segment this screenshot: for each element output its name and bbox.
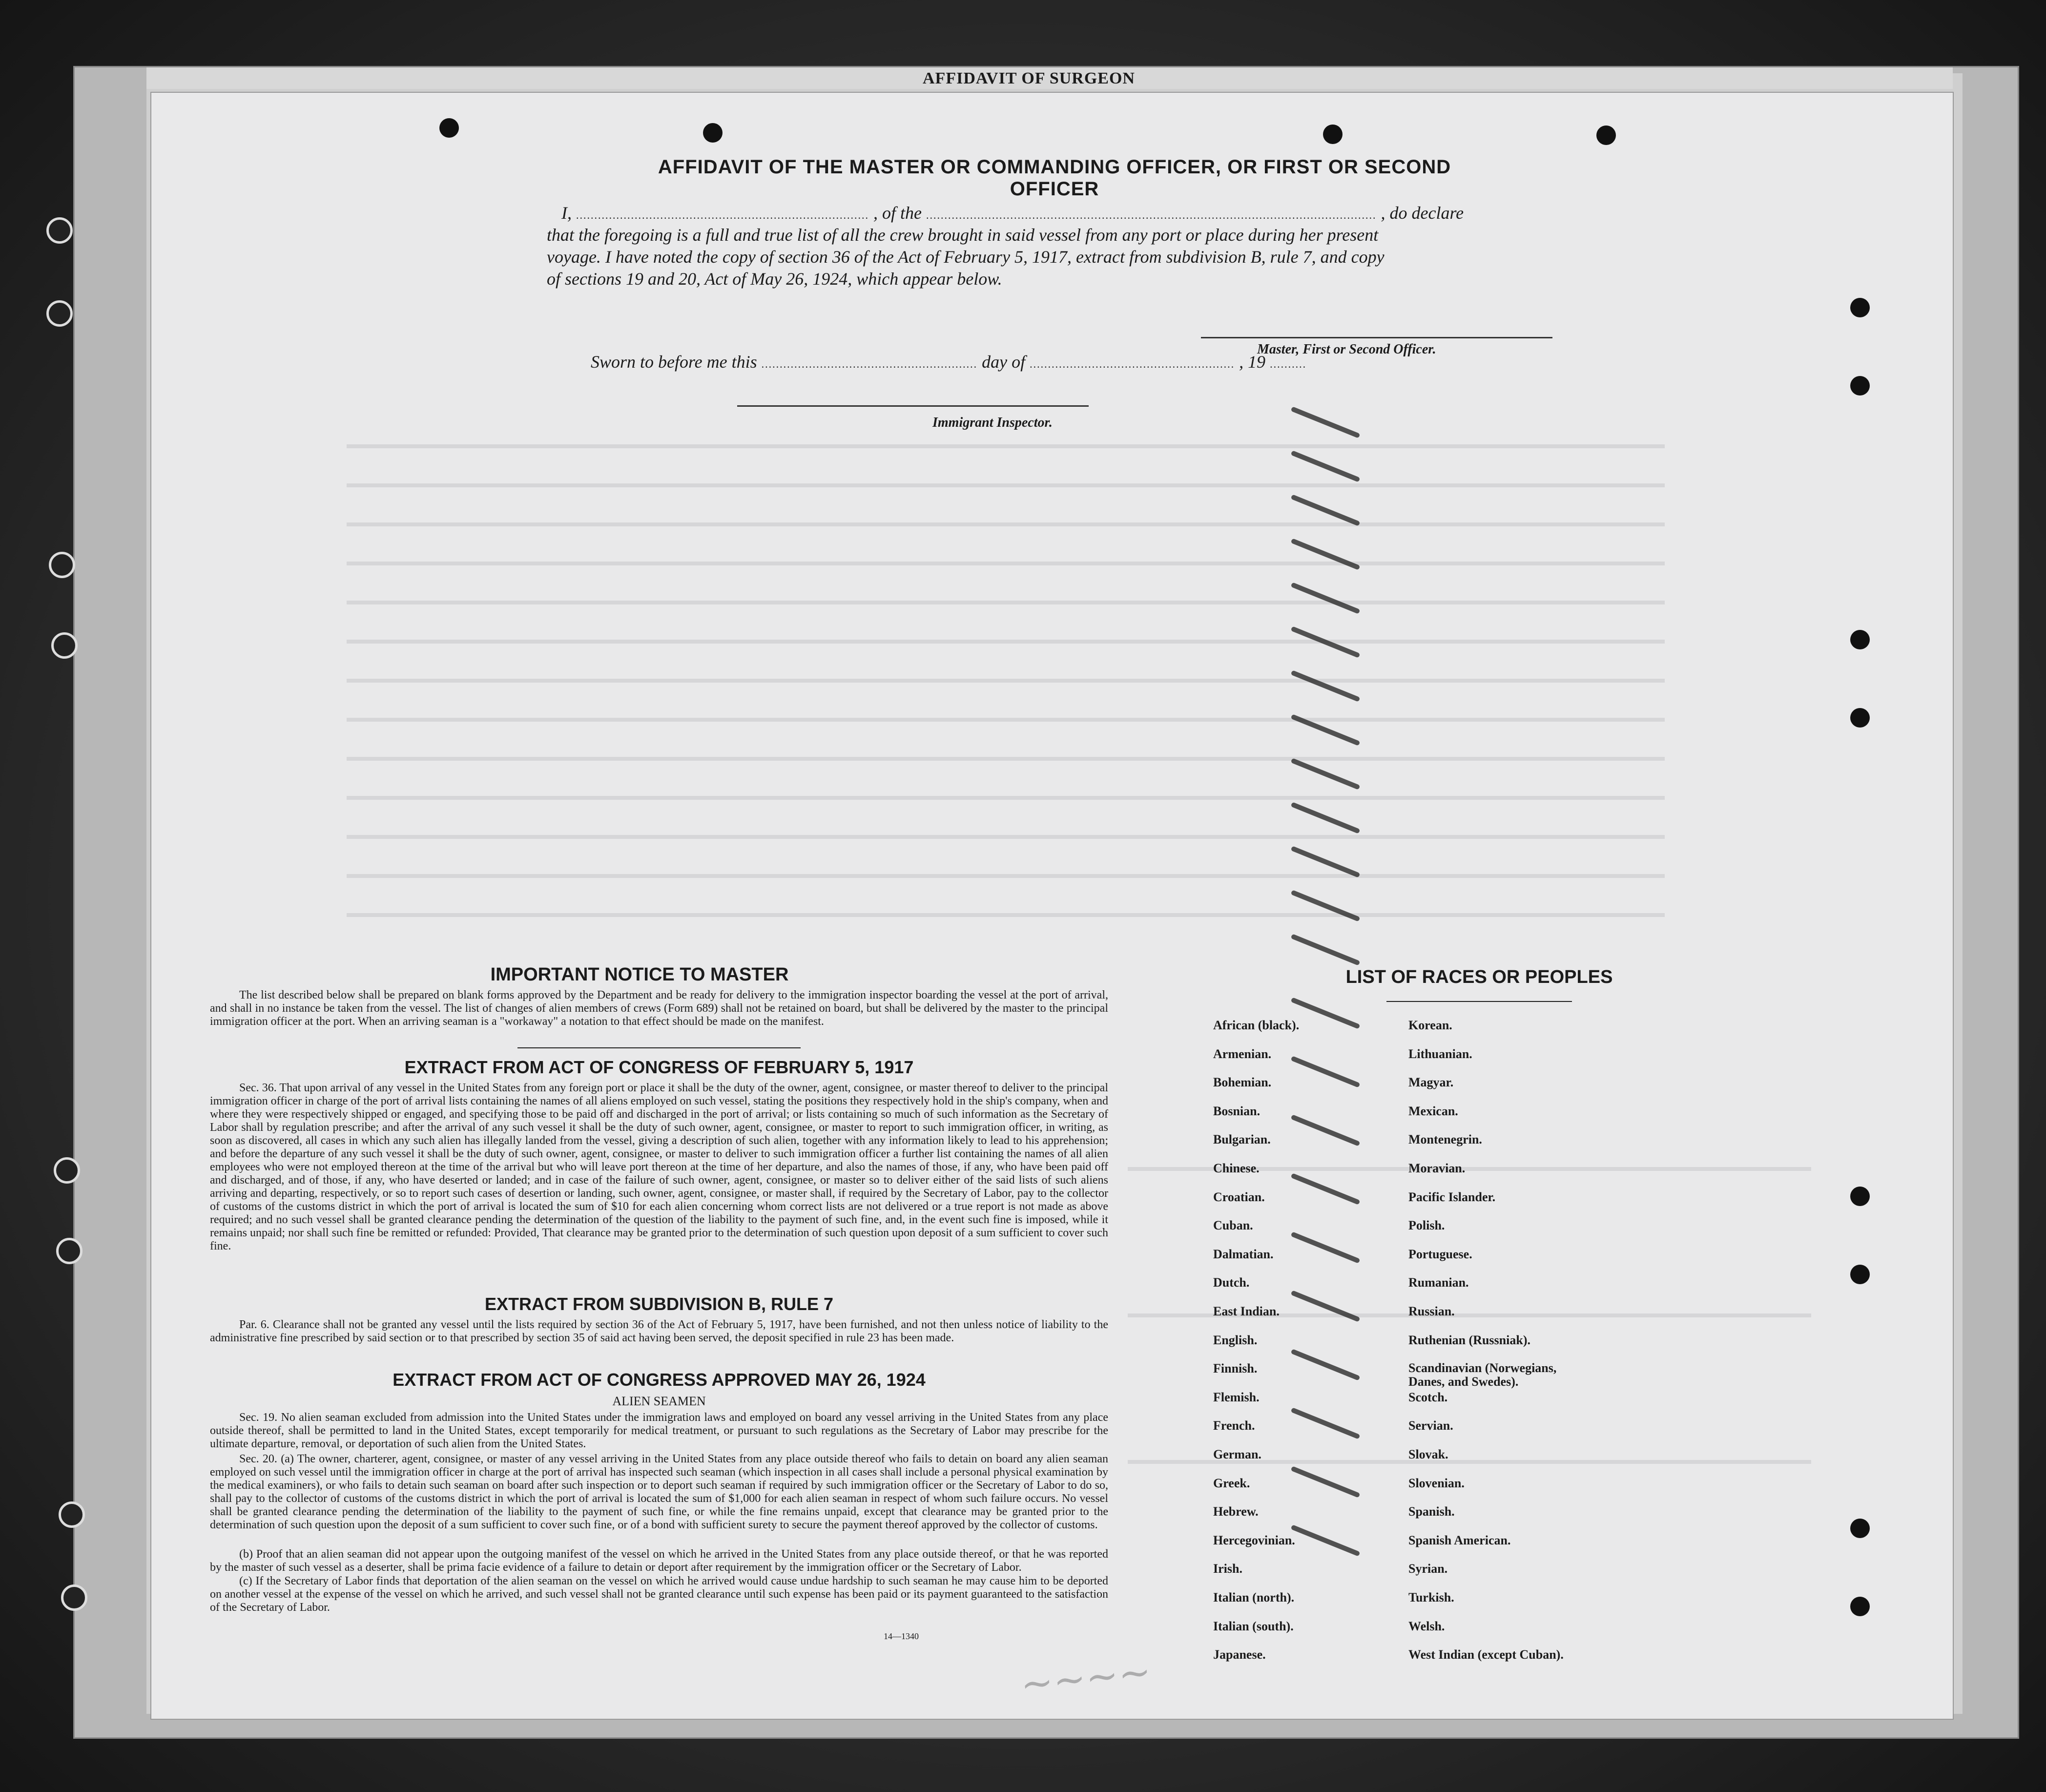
extract-1924-sec19: Sec. 19. No alien seaman excluded from admission into the United States under the immigration laws and employed on board any vessel arriving in the United States from any place outside thereof, shall be permitted to land in the United States, except temporarily for medical treatment, or pursuant to such regulations as the Secretary of Labor may prescribe for the ultimate departure, removal, or deportation of such alien from the United States. [210, 1411, 1108, 1450]
race-item: Scandinavian (Norwegians, Danes, and Swedes). [1408, 1361, 1557, 1389]
punch-hole-icon [439, 118, 459, 138]
race-item: Armenian. [1213, 1046, 1272, 1061]
notice-text: The list described below shall be prepared on blank forms approved by the Department and be ready for delivery to the immigration inspector boarding the vessel at the port of arrival, and shall in no instance be taken from the vessel. The list of changes of alien members of crews (Form 689) shall not be retained on board, but shall be delivered by the master to the principal immigration officer at the port. When an arriving seaman is a "workaway" a notation to that effect should be made on the manifest. [210, 989, 1108, 1028]
race-item: Magyar. [1408, 1075, 1454, 1090]
race-item: Mexican. [1408, 1104, 1458, 1118]
race-item: Ruthenian (Russniak). [1408, 1333, 1530, 1347]
race-item: Turkish. [1408, 1590, 1454, 1604]
race-item: Chinese. [1213, 1161, 1260, 1175]
declaration-of-the: , of the [873, 203, 922, 223]
race-item: Bosnian. [1213, 1104, 1261, 1118]
punch-hole-icon [1850, 708, 1870, 728]
extract-rule7-text: Par. 6. Clearance shall not be granted any vessel until the lists required by section 36 of the Act of February 5, 1917, have been furnished, and not then unless notice of liability to the administrative fine prescribed by said section or to that prescribed by section 35 of said act having been served, the deposit specified in rule 23 has been made. [210, 1318, 1108, 1344]
divider [517, 1047, 801, 1048]
handwritten-note: ~~~~ [1018, 1648, 1154, 1708]
race-item: Rumanian. [1408, 1275, 1469, 1290]
race-item: Cuban. [1213, 1218, 1253, 1233]
notice-title: IMPORTANT NOTICE TO MASTER [490, 964, 789, 985]
race-item: Flemish. [1213, 1390, 1260, 1404]
race-item: Scotch. [1408, 1390, 1448, 1404]
sworn-year-blank[interactable]: .......... [1270, 358, 1307, 370]
name-blank[interactable]: ................................................................................ [576, 209, 869, 221]
race-item: Bohemian. [1213, 1075, 1272, 1090]
race-item: Hercegovinian. [1213, 1533, 1295, 1547]
declaration-do-declare: , do declare [1381, 203, 1464, 223]
declaration-line-3: voyage. I have noted the copy of section 36 of the Act of February 5, 1917, extract from subdivision B, rule 7, and copy [547, 247, 1385, 267]
master-signature-line[interactable] [1201, 337, 1552, 338]
header-strip [146, 67, 1953, 89]
binder-ring-icon [56, 1238, 83, 1264]
extract-rule7-title: EXTRACT FROM SUBDIVISION B, RULE 7 [484, 1294, 834, 1314]
affidavit-title: AFFIDAVIT OF THE MASTER OR COMMANDING OFFICER, OR FIRST OR SECOND OFFICER [658, 156, 1451, 200]
declaration-line-2: that the foregoing is a full and true list of all the crew brought in said vessel from any port or place during her present [547, 225, 1379, 245]
race-item: Slovenian. [1408, 1476, 1465, 1490]
race-item: Moravian. [1408, 1161, 1466, 1175]
race-item: Korean. [1408, 1018, 1452, 1032]
race-item: Montenegrin. [1408, 1132, 1482, 1147]
race-item: Hebrew. [1213, 1504, 1259, 1519]
punch-hole-icon [1850, 298, 1870, 317]
extract-1917-text: Sec. 36. That upon arrival of any vessel in the United States from any foreign port or place it shall be the duty of the owner, agent, consignee, or master thereof to deliver to the principal immigration officer in charge of the port of arrival lists containing the names of all aliens employed on such vessel, stating the positions they respectively hold in the ship's company, when and where they were respectively shipped or engaged, and specifying those to be paid off and discharged in the port of arrival; or lists containing so much of such information as the Secretary of Labor shall by regulation prescribe; and after the arrival of any such vessel it shall be the duty of such owner, agent, consignee, or master to report to such immigration officer, in writing, as soon as discovered, all cases in which any such alien has illegally landed from the vessel, giving a description of such alien, together with any information likely to lead to his apprehension; and before the departure of any such vessel it shall be the duty of such owner, agent, consignee, or master to deliver to such immigration officer a further list containing the names of all alien employees who were not employed thereon at the time of the arrival but who will leave port thereon at the time of her departure, and also the names of those, if any, who have been paid off and discharged, and of those, if any, who have deserted or landed; and in case of the failure of such owner, agent, consignee, or master so to deliver either of the said lists of such aliens arriving and departing, respectively, or so to report such cases of desertion or landing, such owner, agent, consignee, or master shall, if required by the Secretary of Labor, pay to the collector of customs of the customs district in which the port of arrival is located the sum of $10 for each alien concerning whom correct lists are not delivered or a true report is not made as above required; and no such vessel shall be granted clearance pending the determination of the question of the liability to the payment of such fine, and, in the event such fine is imposed, while it remains unpaid; nor shall such fine be remitted or refunded: Provided, That clearance may be granted prior to the determination of such question upon deposit of a sum sufficient to cover such fine. [210, 1082, 1108, 1252]
binder-ring-icon [54, 1157, 80, 1184]
extract-1924-sec20a: Sec. 20. (a) The owner, charterer, agent, consignee, or master of any vessel arriving in the United States from any place outside thereof who fails to detain on board any alien seaman employed on such vessel until the immigration officer in charge at the port of arrival has inspected such seaman (which inspection in all cases shall include a personal physical examination by the medical examiners), or who fails to detain such seaman on board after such inspection or to deport such seaman if required by such immigration officer or the Secretary of Labor to do so, shall pay to the collector of customs of the customs district in which the port of arrival is located the sum of $1,000 for each alien seaman in respect of whom such failure occurs. No vessel shall be granted clearance pending the determination of the liability to the payment of such fine, or while the fine remains unpaid, except that clearance may be granted prior to the determination of such question upon the deposit of a sum sufficient to cover such fine, or of a bond with sufficient surety to secure the payment thereof approved by the collector of customs. [210, 1453, 1108, 1531]
alien-seamen-subtitle: ALIEN SEAMEN [612, 1394, 706, 1408]
sworn-day-of: day of [982, 352, 1026, 372]
binder-ring-icon [46, 217, 73, 244]
inspector-signature-line[interactable] [737, 405, 1089, 407]
extract-1924-sec20b: (b) Proof that an alien seaman did not appear upon the outgoing manifest of the vessel on which he arrived in the United States from any place outside thereof, or that he was reported by the master of such vessel as a deserter, shall be prima facie evidence of a failure to detain or deport after requirement by the immigration officer or the Secretary of Labor. [210, 1548, 1108, 1574]
punch-hole-icon [1323, 125, 1343, 144]
race-item: Italian (south). [1213, 1619, 1294, 1633]
race-item: Greek. [1213, 1476, 1250, 1490]
race-item: Irish. [1213, 1562, 1242, 1576]
race-item: Italian (north). [1213, 1590, 1295, 1604]
race-item: Russian. [1408, 1304, 1455, 1318]
race-item: Bulgarian. [1213, 1132, 1271, 1147]
declaration-i: I, [561, 203, 572, 223]
race-item: Croatian. [1213, 1189, 1265, 1204]
race-item: African (black). [1213, 1018, 1300, 1032]
binder-ring-icon [51, 632, 78, 659]
declaration-line-4: of sections 19 and 20, Act of May 26, 1924, which appear below. [547, 269, 1002, 289]
form-number: 14—1340 [884, 1631, 919, 1641]
inspector-label: Immigrant Inspector. [932, 415, 1053, 430]
race-item: Portuguese. [1408, 1247, 1472, 1261]
punch-hole-icon [1850, 1597, 1870, 1616]
punch-hole-icon [703, 123, 723, 143]
master-label: Master, First or Second Officer. [1257, 342, 1436, 357]
extract-1924-sec20c: (c) If the Secretary of Labor finds that deportation of the alien seaman on the vessel on which he arrived would cause undue hardship to such seaman he may cause him to be deported on another vessel at the expense of the vessel on which he arrived, and such vessel shall not be granted clearance until such expense has been paid or its payment guaranteed to the satisfaction of the Secretary of Labor. [210, 1575, 1108, 1614]
punch-hole-icon [1850, 1187, 1870, 1206]
race-item: Polish. [1408, 1218, 1445, 1233]
race-item: Spanish American. [1408, 1533, 1511, 1547]
race-item: Spanish. [1408, 1504, 1455, 1519]
sworn-month-blank[interactable]: ........................................................ [1030, 358, 1235, 370]
punch-hole-icon [1850, 1519, 1870, 1538]
vessel-blank[interactable]: ........................................................................................................................... [926, 209, 1377, 221]
binder-ring-icon [59, 1501, 85, 1528]
race-item: English. [1213, 1333, 1258, 1347]
punch-hole-icon [1596, 125, 1616, 145]
race-item: Syrian. [1408, 1562, 1448, 1576]
binder-ring-icon [46, 300, 73, 327]
race-item: French. [1213, 1418, 1255, 1433]
race-item: Lithuanian. [1408, 1046, 1472, 1061]
punch-hole-icon [1850, 1265, 1870, 1284]
race-item: Japanese. [1213, 1647, 1266, 1662]
race-item: Pacific Islander. [1408, 1189, 1496, 1204]
race-item: Slovak. [1408, 1447, 1448, 1461]
sworn-date-blank[interactable]: ........................................................... [761, 358, 978, 370]
races-title: LIST OF RACES OR PEOPLES [1345, 967, 1613, 987]
race-item: West Indian (except Cuban). [1408, 1647, 1564, 1662]
binder-ring-icon [61, 1584, 87, 1611]
race-item: Dalmatian. [1213, 1247, 1274, 1261]
declaration-line-1 [561, 203, 1464, 223]
punch-hole-icon [1850, 376, 1870, 396]
header-strip-text: AFFIDAVIT OF SURGEON [923, 69, 1135, 87]
race-item: Welsh. [1408, 1619, 1445, 1633]
punch-hole-icon [1850, 630, 1870, 649]
race-item: East Indian. [1213, 1304, 1280, 1318]
affidavit-page [151, 93, 1953, 1719]
race-item: German. [1213, 1447, 1261, 1461]
extract-1917-title: EXTRACT FROM ACT OF CONGRESS OF FEBRUARY 5, 1917 [404, 1057, 914, 1077]
extract-1924-title: EXTRACT FROM ACT OF CONGRESS APPROVED MAY 26, 1924 [393, 1370, 926, 1390]
sworn-line [591, 352, 1306, 372]
race-item: Finnish. [1213, 1361, 1258, 1376]
binder-ring-icon [49, 552, 75, 578]
sworn-year-label: , 19 [1239, 352, 1266, 372]
races-divider [1386, 1001, 1572, 1002]
race-item: Dutch. [1213, 1275, 1250, 1290]
race-item: Servian. [1408, 1418, 1453, 1433]
sworn-label: Sworn to before me this [591, 352, 757, 372]
